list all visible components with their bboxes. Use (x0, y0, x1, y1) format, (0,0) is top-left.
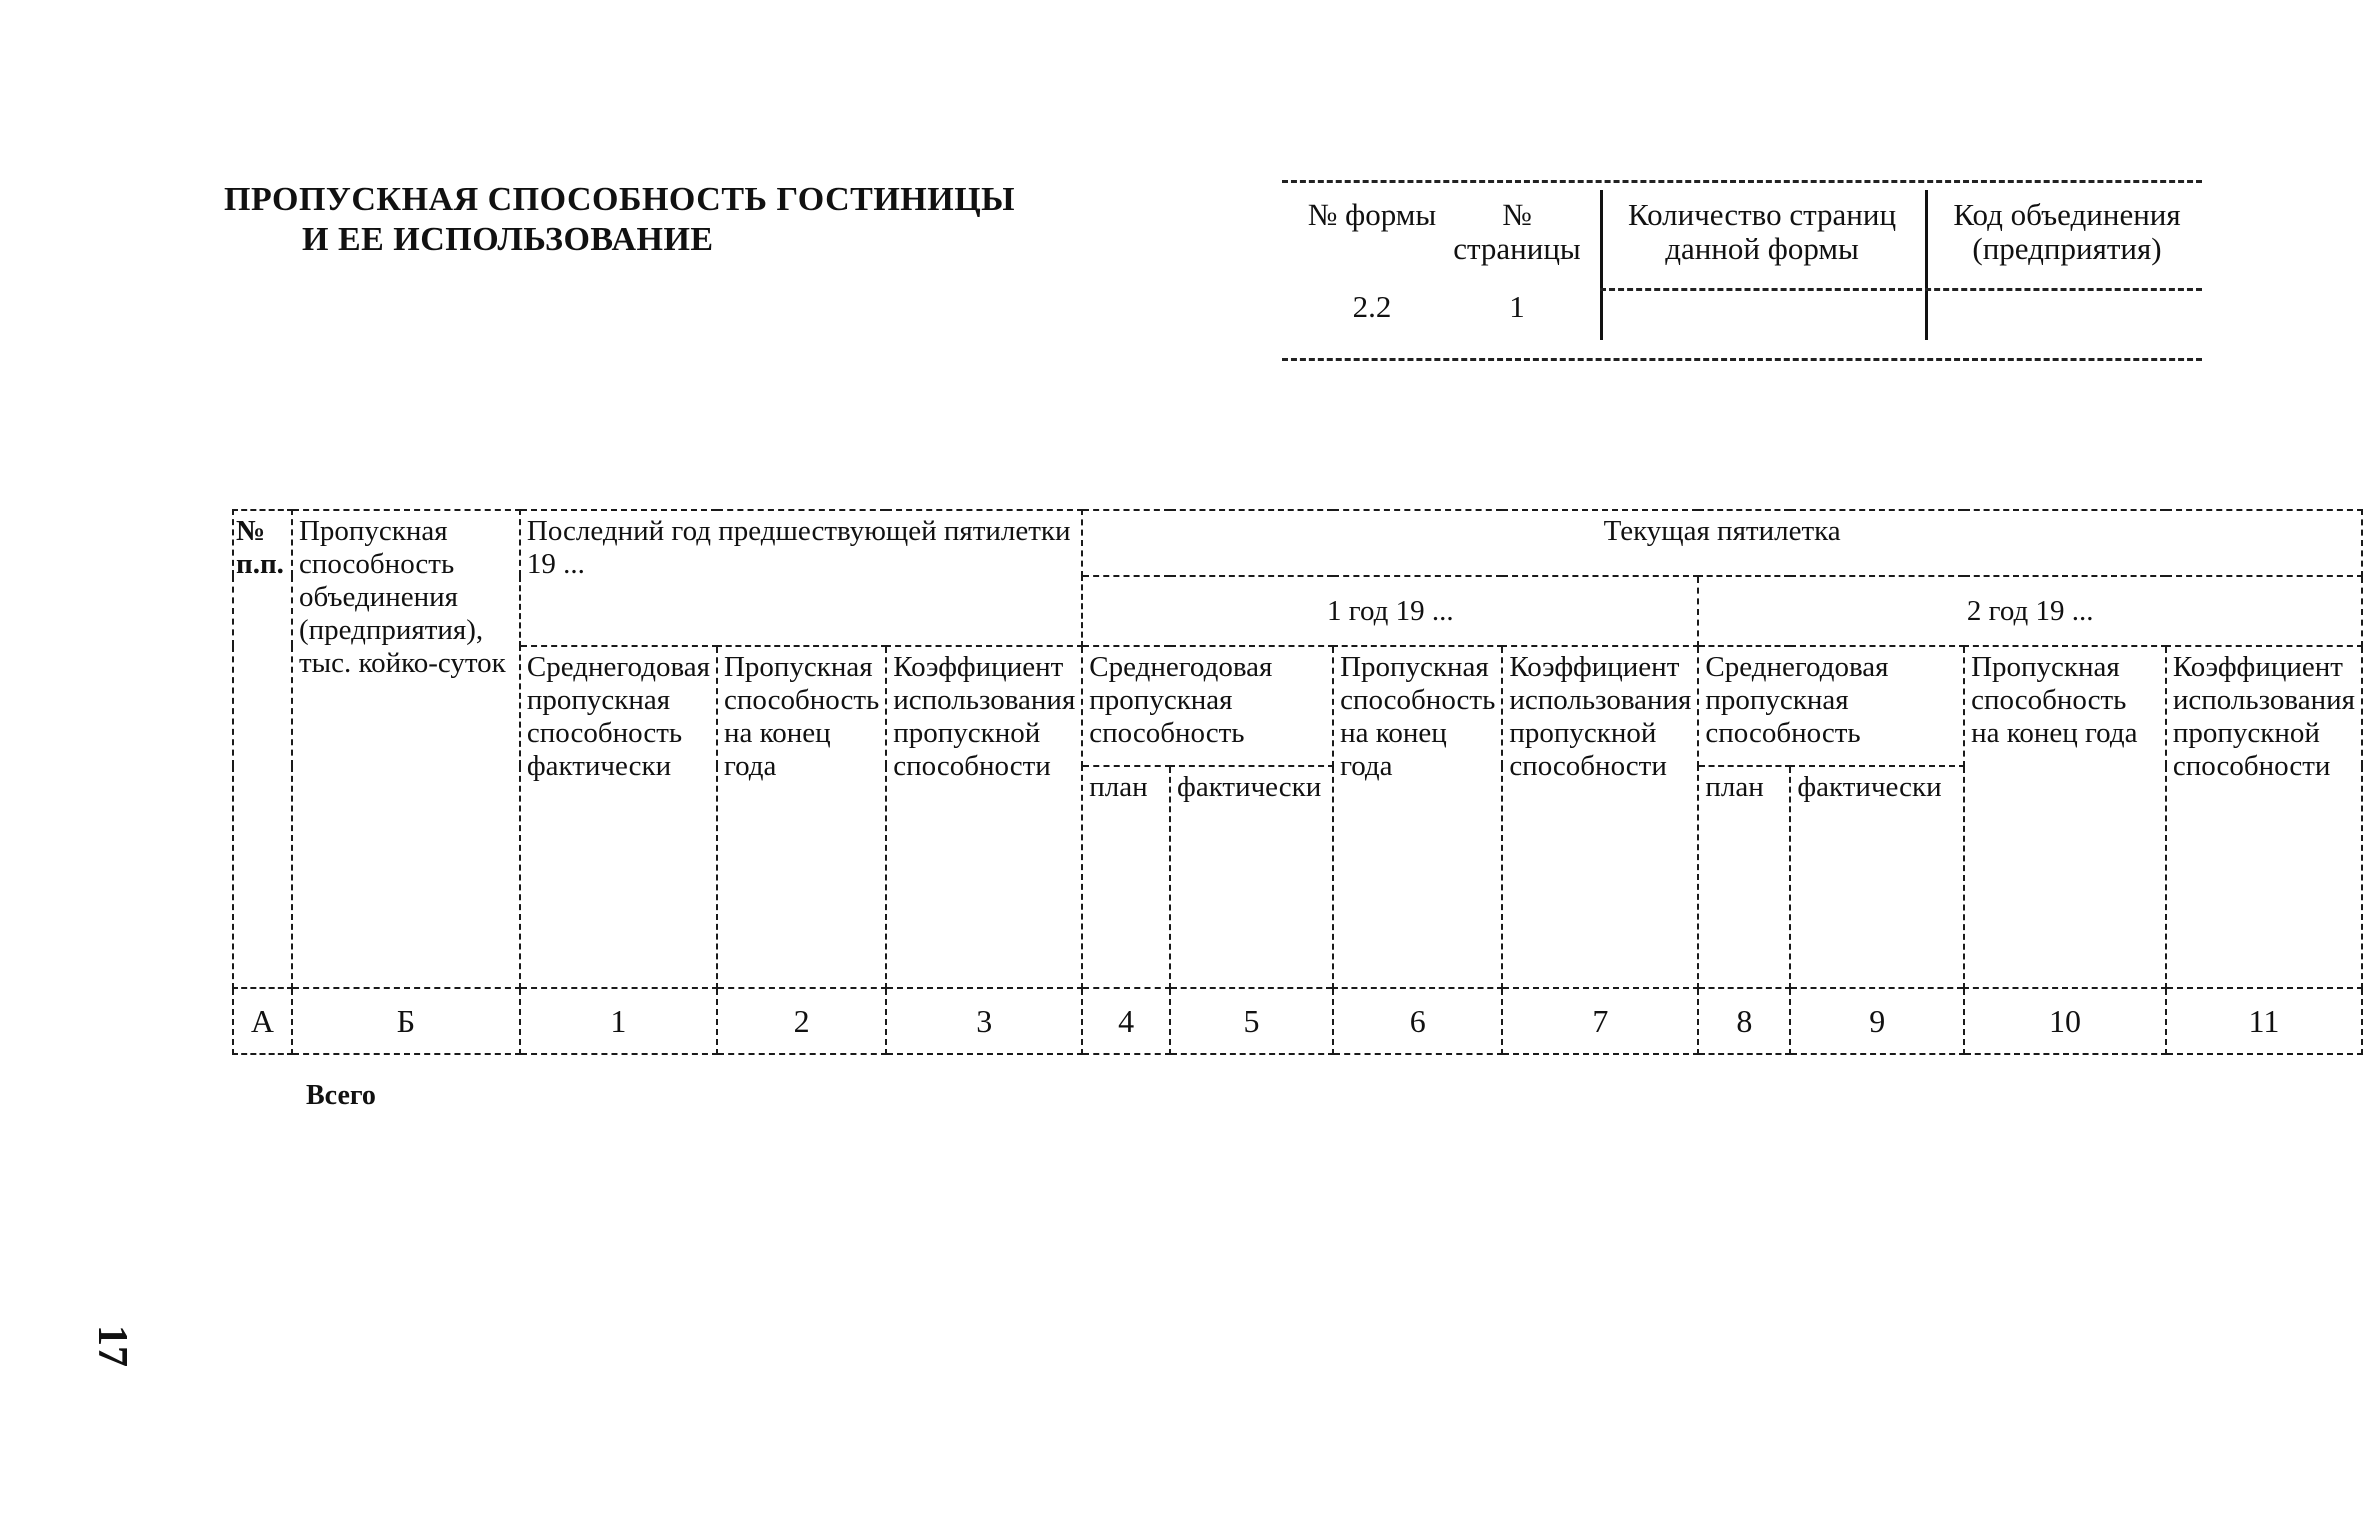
code-cell: 2 (717, 988, 886, 1054)
header-year1-capacity-end: Пропускная способность на конец года (1333, 646, 1502, 988)
header-row-number: № п.п. (233, 510, 292, 988)
total-label: Всего (306, 1080, 376, 1111)
page-number-value: 1 (1509, 289, 1525, 324)
header-last-year: Последний год предшествующей пятилетки 19 ... (520, 510, 1082, 646)
code-cell: 5 (1170, 988, 1333, 1054)
header-year2-utilization: Коэффициент использования пропускной способности (2166, 646, 2362, 988)
code-cell: 8 (1698, 988, 1790, 1054)
org-code-label: Код объединения (предприятия) (1953, 197, 2181, 266)
form-number-label: № формы (1307, 197, 1437, 232)
code-cell: 7 (1502, 988, 1698, 1054)
form-info-block (1282, 180, 2202, 360)
header-capacity: Пропускная способность объединения (предприятия), тыс. койко-суток (292, 510, 520, 988)
code-cell: А (233, 988, 292, 1054)
form-info-mid-rule (1600, 288, 2202, 291)
column-codes-row (233, 988, 2362, 1054)
header-last-year-utilization: Коэффициент использования пропускной способности (886, 646, 1082, 988)
header-year2-capacity-end: Пропускная способность на конец года (1964, 646, 2166, 988)
form-info-bottom-rule (1282, 358, 2202, 361)
code-cell: Б (292, 988, 520, 1054)
title-line-1: ПРОПУСКНАЯ СПОСОБНОСТЬ ГОСТИНИЦЫ (224, 181, 1016, 218)
code-cell: 1 (520, 988, 717, 1054)
code-cell: 11 (2166, 988, 2362, 1054)
header-year2-plan: план (1698, 766, 1790, 988)
page-number: 17 (89, 1325, 135, 1367)
code-cell: 10 (1964, 988, 2166, 1054)
title-line-2: И ЕЕ ИСПОЛЬЗОВАНИЕ (302, 221, 714, 258)
form-number-value: 2.2 (1352, 289, 1392, 324)
page-number-label: № страницы (1453, 197, 1581, 266)
header-year2-avg-annual: Среднегодовая пропускная способность (1698, 646, 1964, 766)
header-current-five-year: Текущая пятилетка (1082, 510, 2362, 576)
header-year1-plan: план (1082, 766, 1170, 988)
header-last-year-capacity-end: Пропускная способность на конец года (717, 646, 886, 988)
form-info-divider-2 (1925, 190, 1928, 340)
code-cell: 9 (1790, 988, 1964, 1054)
form-info-top-rule (1282, 180, 2202, 183)
header-year-1: 1 год 19 ... (1082, 576, 1698, 646)
header-avg-annual-actual: Среднегодовая пропускная способность фактически (520, 646, 717, 988)
header-year1-utilization: Коэффициент использования пропускной способности (1502, 646, 1698, 988)
pages-count-label: Количество страниц данной формы (1627, 197, 1897, 266)
code-cell: 6 (1333, 988, 1502, 1054)
code-cell: 4 (1082, 988, 1170, 1054)
code-cell: 3 (886, 988, 1082, 1054)
form-info-divider-1 (1600, 190, 1603, 340)
document-title (224, 180, 1015, 260)
header-year1-actual: фактически (1170, 766, 1333, 988)
header-year2-actual: фактически (1790, 766, 1964, 988)
header-year-2: 2 год 19 ... (1698, 576, 2362, 646)
header-year1-avg-annual: Среднегодовая пропускная способность (1082, 646, 1333, 766)
capacity-table (232, 509, 2363, 1055)
